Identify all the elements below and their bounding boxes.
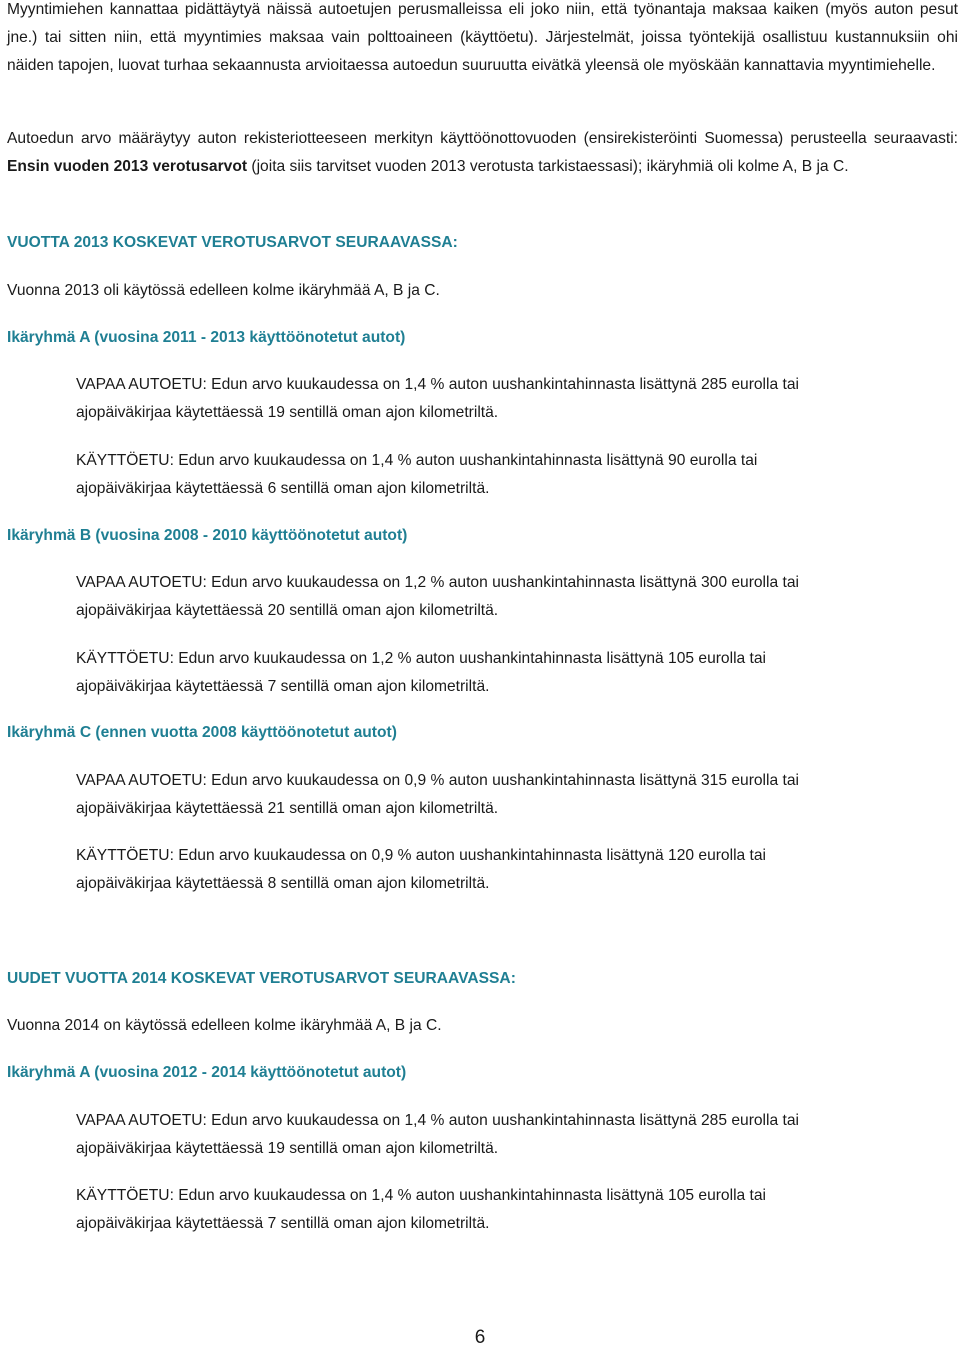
group-2013-a-free-line1: VAPAA AUTOETU: Edun arvo kuukaudessa on 1,4 % auton uushankintahinnasta lisättynä 285 eurolla tai bbox=[76, 376, 799, 393]
group-2014-a-use-line1: KÄYTTÖETU: Edun arvo kuukaudessa on 1,4 % auton uushankintahinnasta lisättynä 105 eurolla tai bbox=[76, 1187, 767, 1204]
group-2013-b-free-line2: ajopäiväkirjaa käytettäessä 20 sentillä oman ajon kilometriltä. bbox=[76, 602, 499, 619]
value-paragraph-text: Autoedun arvo määräytyy auton rekisteriotteeseen merkityn käyttöönottovuoden (ensirekisteröinti Suomessa) perusteella seuraavasti: bbox=[7, 130, 958, 147]
group-2013-b-use-line2: ajopäiväkirjaa käytettäessä 7 sentillä oman ajon kilometriltä. bbox=[76, 678, 490, 695]
group-2013-c-free-line2: ajopäiväkirjaa käytettäessä 21 sentillä oman ajon kilometriltä. bbox=[76, 800, 499, 817]
value-paragraph-text-end: (joita siis tarvitset vuoden 2013 verotusta tarkistaessasi); ikäryhmiä oli kolme A, B ja C. bbox=[247, 158, 849, 175]
group-2013-c-use-line1: KÄYTTÖETU: Edun arvo kuukaudessa on 0,9 % auton uushankintahinnasta lisättynä 120 eurolla tai bbox=[76, 847, 767, 864]
section-2013-heading: VUOTTA 2013 KOSKEVAT VEROTUSARVOT SEURAAVASSA: bbox=[7, 234, 458, 251]
value-paragraph-bold: Ensin vuoden 2013 verotusarvot bbox=[7, 158, 248, 175]
group-2013-a-title: Ikäryhmä A (vuosina 2011 - 2013 käyttöönotetut autot) bbox=[7, 329, 406, 346]
group-2014-a-free-line2: ajopäiväkirjaa käytettäessä 19 sentillä oman ajon kilometriltä. bbox=[76, 1140, 499, 1157]
group-2013-c-use-line2: ajopäiväkirjaa käytettäessä 8 sentillä oman ajon kilometriltä. bbox=[76, 875, 490, 892]
section-2013-intro: Vuonna 2013 oli käytössä edelleen kolme ikäryhmää A, B ja C. bbox=[7, 282, 440, 299]
value-paragraph bbox=[7, 125, 958, 181]
group-2013-a-use-line1: KÄYTTÖETU: Edun arvo kuukaudessa on 1,4 % auton uushankintahinnasta lisättynä 90 eurolla tai bbox=[76, 452, 758, 469]
group-2014-a-title: Ikäryhmä A (vuosina 2012 - 2014 käyttöönotetut autot) bbox=[7, 1064, 407, 1081]
group-2014-a-use-line2: ajopäiväkirjaa käytettäessä 7 sentillä oman ajon kilometriltä. bbox=[76, 1215, 490, 1232]
group-2013-a-use-line2: ajopäiväkirjaa käytettäessä 6 sentillä oman ajon kilometriltä. bbox=[76, 480, 490, 497]
group-2013-b-free-line1: VAPAA AUTOETU: Edun arvo kuukaudessa on 1,2 % auton uushankintahinnasta lisättynä 300 eurolla tai bbox=[76, 574, 799, 591]
group-2013-c-title: Ikäryhmä C (ennen vuotta 2008 käyttöönotetut autot) bbox=[7, 724, 397, 741]
group-2013-c-free-line1: VAPAA AUTOETU: Edun arvo kuukaudessa on 0,9 % auton uushankintahinnasta lisättynä 315 eurolla tai bbox=[76, 772, 799, 789]
group-2013-b-title: Ikäryhmä B (vuosina 2008 - 2010 käyttöönotetut autot) bbox=[7, 527, 408, 544]
group-2013-a-free-line2: ajopäiväkirjaa käytettäessä 19 sentillä oman ajon kilometriltä. bbox=[76, 404, 499, 421]
section-2014-intro: Vuonna 2014 on käytössä edelleen kolme ikäryhmää A, B ja C. bbox=[7, 1017, 442, 1034]
page-number: 6 bbox=[474, 1327, 486, 1348]
group-2013-b-use-line1: KÄYTTÖETU: Edun arvo kuukaudessa on 1,2 % auton uushankintahinnasta lisättynä 105 eurolla tai bbox=[76, 650, 767, 667]
intro-paragraph: Myyntimiehen kannattaa pidättäytyä näissä autoetujen perusmalleissa eli joko niin, että työnantaja maksaa kaiken (myös auton pesut jne.) tai sitten niin, että myyntimies maksaa vain polttoaineen (käyttöetu). Järjestelmät, joissa työntekijä osallistuu kustannuksiin ohi näiden tapojen, luovat turhaa sekaannusta arvioitaessa autoedun suuruutta eivätkä yleensä ole myöskään kannattavia myyntimiehelle. bbox=[7, 1, 958, 74]
section-2014-heading: UUDET VUOTTA 2014 KOSKEVAT VEROTUSARVOT SEURAAVASSA: bbox=[7, 970, 516, 987]
group-2014-a-free-line1: VAPAA AUTOETU: Edun arvo kuukaudessa on 1,4 % auton uushankintahinnasta lisättynä 285 eurolla tai bbox=[76, 1112, 799, 1129]
